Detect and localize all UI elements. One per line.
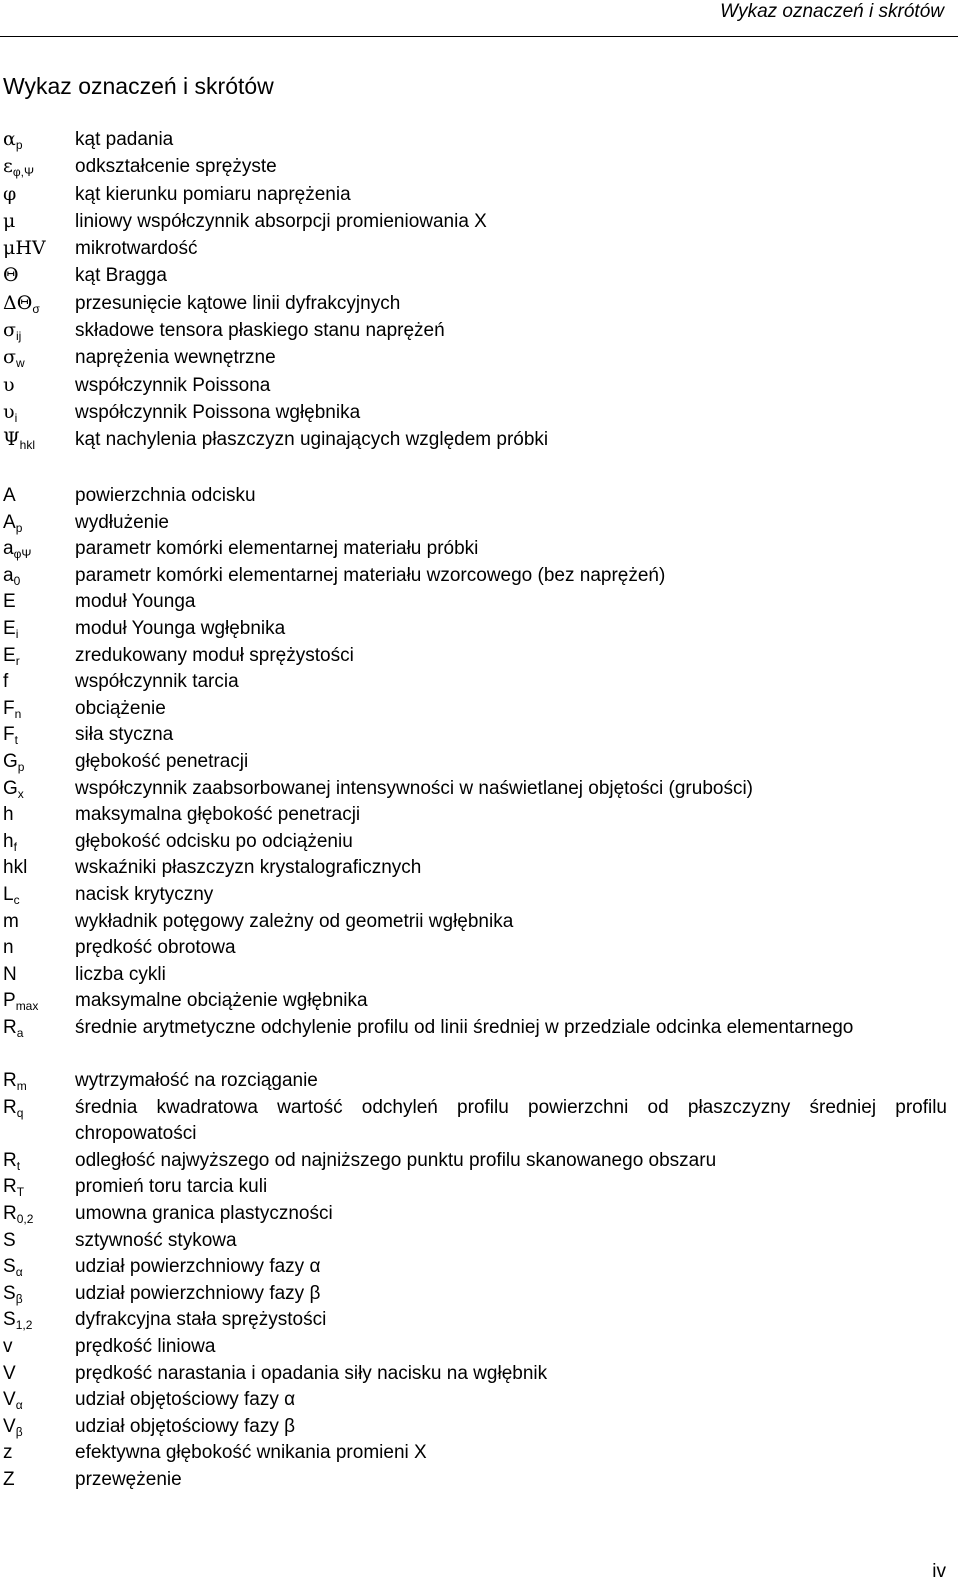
symbol-subscript: w bbox=[15, 356, 25, 371]
symbol-row bbox=[0, 1387, 960, 1414]
symbol-row bbox=[0, 882, 960, 909]
symbol-base: S bbox=[3, 1282, 16, 1304]
symbol-row bbox=[0, 1068, 960, 1095]
symbol-row bbox=[0, 749, 960, 776]
symbol-row bbox=[0, 776, 960, 803]
symbol-base: n bbox=[3, 937, 14, 959]
symbol bbox=[3, 262, 19, 289]
symbol-definition: nacisk krytyczny bbox=[75, 883, 214, 905]
symbol-definition: prędkość liniowa bbox=[75, 1336, 216, 1357]
symbol bbox=[3, 1201, 33, 1228]
symbol bbox=[3, 1068, 27, 1095]
symbol-row bbox=[0, 589, 960, 616]
symbol-base: a bbox=[3, 538, 14, 560]
symbol-definition: zredukowany moduł sprężystości bbox=[75, 644, 354, 666]
symbol-subscript: 0 bbox=[13, 573, 21, 588]
symbol bbox=[3, 962, 17, 989]
symbol bbox=[3, 643, 20, 670]
symbol-row bbox=[0, 208, 960, 235]
symbol-base: N bbox=[3, 963, 17, 985]
symbol bbox=[3, 802, 14, 829]
symbol-subscript: m bbox=[16, 1079, 27, 1094]
symbol bbox=[3, 1307, 32, 1334]
symbol-row bbox=[0, 399, 960, 426]
symbol-base: R bbox=[3, 1016, 17, 1038]
symbol-definition: sztywność stykowa bbox=[75, 1229, 237, 1251]
symbol-base: R bbox=[3, 1096, 17, 1118]
symbol bbox=[3, 1254, 23, 1281]
symbol-definition: przewężenie bbox=[75, 1468, 182, 1490]
symbol bbox=[3, 1095, 23, 1122]
symbol-subscript: q bbox=[16, 1105, 24, 1120]
symbol-base: E bbox=[3, 644, 16, 666]
symbol-base: υ bbox=[3, 373, 15, 396]
symbol-definition: udział powierzchniowy fazy α bbox=[75, 1256, 321, 1278]
symbol-subscript: p bbox=[15, 138, 23, 152]
symbol-definition: wytrzymałość na rozciąganie bbox=[75, 1070, 318, 1092]
symbol-subscript: c bbox=[13, 892, 20, 907]
symbol bbox=[3, 749, 24, 776]
symbol bbox=[3, 290, 40, 317]
symbol-base: φ bbox=[3, 182, 17, 205]
symbol bbox=[3, 616, 18, 643]
symbol-subscript: β bbox=[15, 1424, 23, 1439]
symbol-subscript: φΨ bbox=[13, 547, 32, 562]
symbol bbox=[3, 882, 20, 909]
symbol bbox=[3, 776, 24, 803]
symbol-row bbox=[0, 1254, 960, 1281]
symbol-base: F bbox=[3, 724, 15, 746]
symbol-base: A bbox=[3, 485, 16, 506]
symbol-definition: siła styczna bbox=[75, 724, 174, 746]
symbol-definition: składowe tensora płaskiego stanu naprężeń bbox=[75, 320, 445, 342]
symbol bbox=[3, 1361, 16, 1388]
symbol-subscript: σ bbox=[32, 301, 40, 316]
symbol-base: a bbox=[3, 564, 14, 586]
symbol-definition: odkształcenie sprężyste bbox=[75, 156, 277, 178]
symbol-base: hkl bbox=[3, 857, 28, 879]
symbol-row bbox=[0, 855, 960, 882]
symbol-row bbox=[0, 1467, 960, 1494]
symbol-base: P bbox=[3, 990, 16, 1012]
symbol-subscript: hkl bbox=[19, 438, 36, 453]
symbol-definition: naprężenia wewnętrzne bbox=[75, 347, 276, 369]
symbol bbox=[3, 1174, 24, 1201]
symbol-row bbox=[0, 1440, 960, 1467]
symbol-subscript: φ,Ψ bbox=[12, 165, 34, 180]
symbol-definition: współczynnik Poissona bbox=[75, 374, 271, 396]
symbol bbox=[3, 1414, 23, 1441]
symbol bbox=[3, 1440, 13, 1467]
symbol-definition: powierzchnia odcisku bbox=[75, 485, 256, 506]
symbol-row bbox=[0, 802, 960, 829]
symbol-base: h bbox=[3, 830, 14, 852]
symbol-base: α bbox=[3, 128, 16, 150]
symbol-definition: kąt padania bbox=[75, 129, 174, 150]
symbol-base: Ψ bbox=[3, 428, 20, 451]
symbol-definition: udział objętościowy fazy α bbox=[75, 1389, 296, 1411]
symbol-row bbox=[0, 1228, 960, 1255]
symbol-base: h bbox=[3, 804, 14, 826]
symbol bbox=[3, 1467, 15, 1494]
symbol-definition: obciążenie bbox=[75, 697, 166, 719]
symbol-subscript: i bbox=[14, 410, 18, 425]
symbol-definition: kąt kierunku pomiaru naprężenia bbox=[75, 183, 351, 205]
symbol-row bbox=[0, 616, 960, 643]
symbol-subscript: t bbox=[14, 733, 18, 748]
running-header bbox=[0, 0, 958, 37]
symbol-base: R bbox=[3, 1176, 17, 1198]
symbol-definition: wykładnik potęgowy zależny od geometrii wgłębnika bbox=[75, 910, 514, 932]
symbol-base: ΔΘ bbox=[3, 291, 33, 314]
symbol bbox=[3, 483, 16, 510]
symbol-base: σ bbox=[3, 319, 16, 342]
symbol-base: m bbox=[3, 910, 19, 932]
symbol-subscript: r bbox=[15, 653, 20, 668]
symbol-subscript: max bbox=[15, 999, 39, 1014]
symbol-row bbox=[0, 909, 960, 936]
symbol-base: Z bbox=[3, 1468, 15, 1490]
symbol-base: R bbox=[3, 1070, 17, 1092]
symbol-definition: udział powierzchniowy fazy β bbox=[75, 1282, 321, 1304]
symbol-row bbox=[0, 935, 960, 962]
symbol-row bbox=[0, 344, 960, 371]
symbol bbox=[3, 1148, 20, 1175]
symbol-base: σ bbox=[3, 346, 16, 369]
symbol-definition: umowna granica plastyczności bbox=[75, 1203, 333, 1225]
symbol-row bbox=[0, 1148, 960, 1175]
symbol-definition: prędkość obrotowa bbox=[75, 937, 236, 959]
symbol-row bbox=[0, 643, 960, 670]
symbol-base: Θ bbox=[3, 264, 19, 287]
symbol-row bbox=[0, 722, 960, 749]
symbol bbox=[3, 344, 25, 371]
symbol-row bbox=[0, 290, 960, 317]
symbol-row bbox=[0, 1095, 960, 1148]
latin-symbol-list bbox=[0, 483, 960, 1494]
symbol-subscript: x bbox=[17, 786, 24, 801]
symbol-definition: udział objętościowy fazy β bbox=[75, 1415, 296, 1437]
symbol-subscript: α bbox=[15, 1265, 23, 1280]
symbol-row bbox=[0, 536, 960, 563]
symbol-definition: odległość najwyższego od najniższego punktu profilu skanowanego obszaru bbox=[75, 1149, 717, 1171]
symbol-base: f bbox=[3, 671, 9, 693]
page-number: iv bbox=[932, 1561, 946, 1582]
symbol bbox=[3, 510, 22, 537]
symbol-definition: głębokość odcisku po odciążeniu bbox=[75, 830, 353, 852]
symbol-base: G bbox=[3, 777, 18, 799]
symbol-subscript: β bbox=[15, 1291, 23, 1306]
symbol bbox=[3, 399, 17, 426]
greek-symbol-list bbox=[0, 126, 960, 454]
symbol-definition: współczynnik tarcia bbox=[75, 671, 239, 693]
symbol-row bbox=[0, 1201, 960, 1228]
symbol bbox=[3, 426, 35, 453]
symbol-definition: prędkość narastania i opadania siły nacisku na wgłębnik bbox=[75, 1362, 548, 1384]
symbol-row bbox=[0, 483, 960, 510]
symbol bbox=[3, 536, 31, 563]
symbol bbox=[3, 1015, 23, 1042]
symbol-definition: głębokość penetracji bbox=[75, 750, 249, 772]
symbol-definition: średnie arytmetyczne odchylenie profilu od linii średniej w przedziale odcinka elementarnego bbox=[75, 1016, 854, 1038]
symbol-subscript: a bbox=[16, 1025, 24, 1040]
symbol bbox=[3, 1228, 16, 1255]
symbol bbox=[3, 372, 15, 399]
symbol-row bbox=[0, 962, 960, 989]
symbol-definition: wskaźniki płaszczyzn krystalograficznych bbox=[75, 857, 422, 879]
symbol-row bbox=[0, 696, 960, 723]
symbol-subscript: p bbox=[17, 759, 25, 774]
symbol-subscript: α bbox=[15, 1398, 23, 1413]
symbol-base: E bbox=[3, 591, 16, 613]
symbol-base: E bbox=[3, 617, 16, 639]
symbol-subscript: 0,2 bbox=[16, 1212, 34, 1227]
symbol-base: R bbox=[3, 1203, 17, 1225]
symbol-row bbox=[0, 1361, 960, 1388]
symbol-subscript: n bbox=[14, 706, 22, 721]
symbol-definition: liniowy współczynnik absorpcji promieniowania X bbox=[75, 210, 487, 232]
symbol bbox=[3, 855, 27, 882]
symbol-base: R bbox=[3, 1149, 17, 1171]
symbol-subscript: f bbox=[13, 839, 17, 854]
symbol-row bbox=[0, 988, 960, 1015]
symbol-row bbox=[0, 1015, 960, 1068]
symbol-base: υ bbox=[3, 400, 15, 423]
symbol-definition: moduł Younga bbox=[75, 591, 196, 613]
symbol-row bbox=[0, 317, 960, 344]
symbol-base: V bbox=[3, 1362, 16, 1384]
symbol-definition: parametr komórki elementarnej materiału próbki bbox=[75, 538, 479, 560]
symbol-base: F bbox=[3, 697, 15, 719]
symbol bbox=[3, 181, 16, 208]
symbol-definition: kąt Bragga bbox=[75, 265, 167, 287]
symbol-base: V bbox=[3, 1389, 16, 1411]
symbol-definition: wydłużenie bbox=[75, 511, 169, 533]
symbol-subscript: 1,2 bbox=[15, 1318, 33, 1333]
symbol-row bbox=[0, 829, 960, 856]
symbol bbox=[3, 1387, 23, 1414]
symbol-definition: efektywna głębokość wnikania promieni X bbox=[75, 1442, 427, 1464]
symbol-row bbox=[0, 669, 960, 696]
symbol-definition: liczba cykli bbox=[75, 963, 166, 985]
symbol-definition: parametr komórki elementarnej materiału wzorcowego (bez naprężeń) bbox=[75, 564, 666, 586]
symbol-subscript: T bbox=[16, 1185, 25, 1200]
page-title: Wykaz oznaczeń i skrótów bbox=[3, 73, 274, 99]
symbol bbox=[3, 126, 23, 153]
symbol bbox=[3, 829, 17, 856]
symbol-row bbox=[0, 1281, 960, 1308]
symbol-definition: współczynnik zaabsorbowanej intensywności w naświetlanej objętości (grubości) bbox=[75, 777, 753, 799]
symbol-base: S bbox=[3, 1256, 16, 1278]
symbol-row bbox=[0, 510, 960, 537]
symbol-row bbox=[0, 181, 960, 208]
symbol bbox=[3, 589, 16, 616]
symbol-subscript: p bbox=[15, 520, 23, 535]
symbol-subscript: ij bbox=[15, 329, 22, 344]
symbol bbox=[3, 1334, 13, 1361]
symbol-definition: maksymalna głębokość penetracji bbox=[75, 804, 361, 826]
symbol-base: A bbox=[3, 511, 16, 533]
symbol-row bbox=[0, 426, 960, 453]
symbol bbox=[3, 317, 21, 344]
symbol-row bbox=[0, 1414, 960, 1441]
symbol-definition: promień toru tarcia kuli bbox=[75, 1176, 268, 1198]
symbol-base: S bbox=[3, 1309, 16, 1331]
symbol bbox=[3, 669, 8, 696]
symbol-row bbox=[0, 1334, 960, 1361]
symbol bbox=[3, 935, 14, 962]
symbol-row bbox=[0, 1174, 960, 1201]
symbol bbox=[3, 696, 21, 723]
symbol-base: L bbox=[3, 883, 14, 905]
symbol-base: S bbox=[3, 1229, 16, 1251]
symbol-definition: kąt nachylenia płaszczyzn uginających względem próbki bbox=[75, 429, 549, 451]
symbol-row bbox=[0, 1307, 960, 1334]
symbol-subscript: t bbox=[16, 1158, 21, 1173]
symbol bbox=[3, 153, 34, 180]
symbol-definition: moduł Younga wgłębnika bbox=[75, 617, 286, 639]
symbol-base: v bbox=[3, 1336, 13, 1357]
symbol-base: G bbox=[3, 750, 18, 772]
symbol bbox=[3, 988, 38, 1015]
symbol bbox=[3, 1281, 23, 1308]
symbol-row bbox=[0, 235, 960, 262]
symbol bbox=[3, 563, 20, 590]
symbol-definition: mikrotwardość bbox=[75, 238, 198, 260]
symbol-row bbox=[0, 262, 960, 289]
symbol-base: μHV bbox=[3, 237, 46, 260]
symbol bbox=[3, 235, 46, 262]
symbol-base: V bbox=[3, 1415, 16, 1437]
symbol-definition: dyfrakcyjna stała sprężystości bbox=[75, 1309, 327, 1331]
symbol-definition: maksymalne obciążenie wgłębnika bbox=[75, 990, 368, 1012]
symbol-row bbox=[0, 153, 960, 180]
running-header-title: Wykaz oznaczeń i skrótów bbox=[720, 1, 944, 22]
symbol-row bbox=[0, 563, 960, 590]
symbol-row bbox=[0, 372, 960, 399]
symbol bbox=[3, 722, 18, 749]
symbol-base: ε bbox=[3, 155, 13, 178]
symbol-base: μ bbox=[3, 209, 16, 232]
symbol bbox=[3, 208, 15, 235]
symbol-definition: współczynnik Poissona wgłębnika bbox=[75, 401, 361, 423]
symbol-subscript: i bbox=[15, 626, 19, 641]
symbol bbox=[3, 909, 19, 936]
symbol-row bbox=[0, 126, 960, 153]
symbol-base: z bbox=[3, 1442, 13, 1464]
symbol-definition: przesunięcie kątowe linii dyfrakcyjnych bbox=[75, 292, 401, 314]
symbol-definition: średnia kwadratowa wartość odchyleń profilu powierzchni od płaszczyzny średniej profilu chropowatości bbox=[75, 1096, 947, 1145]
